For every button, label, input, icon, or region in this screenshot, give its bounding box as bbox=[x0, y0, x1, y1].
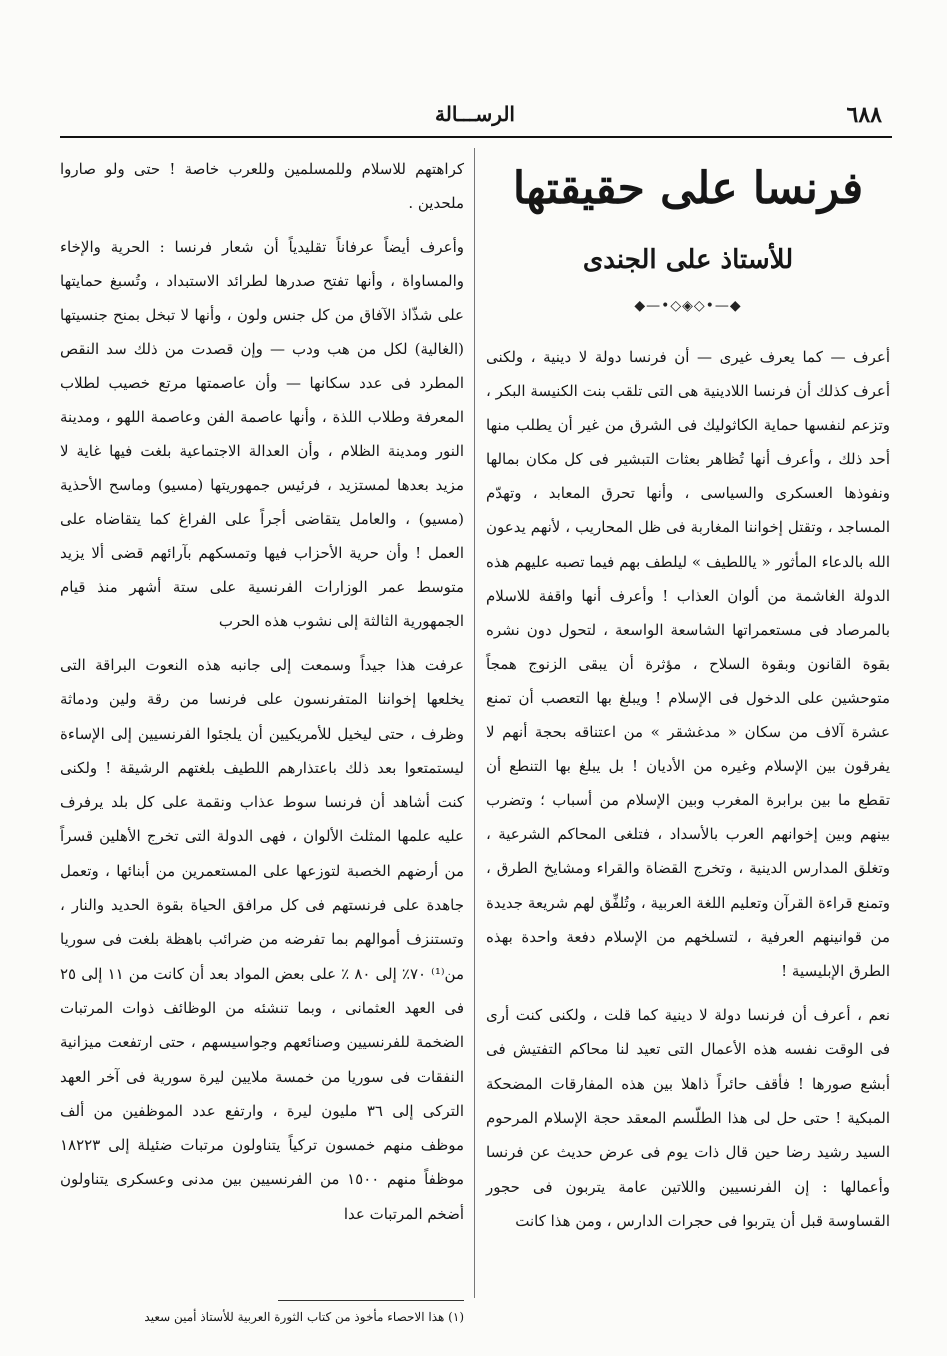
footnote-rule bbox=[278, 1300, 464, 1301]
paragraph: كراهتهم للاسلام وللمسلمين وللعرب خاصة ! حتى ولو صاروا ملحدين . bbox=[60, 160, 464, 212]
header-rule bbox=[60, 136, 892, 138]
paragraph: أعرف — كما يعرف غيرى — أن فرنسا دولة لا دينية ، ولكنى أعرف كذلك أن فرنسا اللادينية هى التى تلقب بنت الكنيسة البكر ، وتزعم لنفسها حماية الكاثوليك فى الشرق من غير أن يطلب منها أحد ذلك ، وأعرف أنها تُظاهر بعثات التبشير فى كل مكان بمالها ونفوذها العسكرى والسياسى ، وأنها تحرق المعابد ، وتهدّم المساجد ، وتقتل إخواننا المغاربة فى ظل المحاريب ، لأنهم يدعون الله بالدعاء المأثور « ياللطيف » ليلطف بهم فيما تصبه عليهم هذه الدولة الغاشمة من ألوان العذاب ! وأعرف أنها واقفة للاسلام بالمرصاد فى مستعمراتها الشاسعة الواسعة ، لتحول دون نشره بقوة القانون وبقوة السلاح ، مؤثرة أن يبقى الزنوج همجاً متوحشين على الدخول فى الإسلام ! ويبلغ بها التعصب أن تمنع عشرة آلاف من سكان « مدغشقر » من اعتناقه بحجة أنهم لا يفرقون بين الإسلام وغيره من الأديان ! بل يبلغ بها التنطع أن تقطع ما بين برابرة المغرب وبين الإسلام من أسباب ؛ وتضرب بينهم وبين إخوانهم العرب بالأسداد ، فتلغى المحاكم الشرعية ، وتغلق المدارس الدينية ، وتخرج القضاة والقراء ومشايخ الطرق ، وتمنع قراءة القرآن وتعليم اللغة العربية ، وتُلفِّق لهم شريعة جديدة من قوانينهم العرفية ، لتسلخهم من الإسلام دفعة واحدة بهذه الطرق الإبليسية ! bbox=[486, 348, 890, 980]
page-number: ٦٨٨ bbox=[846, 102, 882, 128]
paragraph: نعم ، أعرف أن فرنسا دولة لا دينية كما قلت ، ولكنى كنت أرى فى الوقت نفسه هذه الأعمال التى تعيد لنا محاكم التفتيش فى أبشع صورها ! فأقف حائراً ذاهلا بين هذه المفارقات المضحكة المبكية ! حتى حل لى هذا الطلّسم المعقد حجة الإسلام المرحوم السيد رشيد رضا حين قال ذات يوم فى عرض حديث عن فرنسا وأعمالها : إن الفرنسيين واللاتين عامة يتربون فى حجور القساوسة قبل أن يتربوا فى حجرات الدارس ، ومن هذا كانت bbox=[486, 1005, 890, 1231]
article-title: فرنسا على حقيقتها bbox=[512, 163, 864, 214]
article-author: للأستاذ على الجندى bbox=[582, 245, 794, 275]
title-ornament: ◆—•◇◈◇•—◆ bbox=[634, 298, 742, 314]
paragraph: عرفت هذا جيداً وسمعت إلى جانبه هذه النعوت البراقة التى يخلعها إخواننا المتفرنسون على فرنسا من رقة ولين ودماثة وظرف ، حتى ليخيل للأمريكيين أن يلجئوا الفرنسيين إلى الإساءة ليستمتعوا بعد ذلك باعتذارهم اللطيف بلغتهم الرشيقة ! ولكنى كنت أشاهد أن فرنسا سوط عذاب ونقمة على كل بلد يرفرف عليه علمها المثلث الألوان ، فهى الدولة التى تخرج الأهلين قسراً من أرضهم الخصبة لتوزعها على المستعمرين من أبنائها ، وتعمل جاهدة على فرنستهم فى كل مرافق الحياة بقوة الحديد والنار ، وتستنزف أموالهم بما تفرضه من ضرائب باهظة بلغت فى سوريا من⁽¹⁾ ٧٠٪ إلى ٨٠ ٪ على بعض المواد بعد أن كانت من ١١ إلى ٢٥ فى العهد العثمانى ، وبما تنشئه من الوظائف ذوات المرتبات الضخمة للفرنسيين وصنائعهم وجواسيسهم ، حتى ارتفعت ميزانية النفقات فى سوريا من خمسة ملايين ليرة سورية فى آخر العهد التركى إلى ٣٦ مليون ليرة ، وارتفع عدد الموظفين من ألف موظف منهم خمسون تركياً يتناولون مرتبات ضئيلة إلى ١٨٢٢٣ موظفاً منهم ١٥٠٠ من الفرنسيين بين مدنى وعسكرى يتناولون أضخم المرتبات عدا bbox=[60, 656, 464, 1223]
column-separator bbox=[474, 148, 475, 1298]
paragraph: وأعرف أيضاً عرفاناً تقليدياً أن شعار فرنسا : الحرية والإخاء والمساواة ، وأنها تفتح صدرها لطرائد الاستبداد ، وتُسبغ حمايتها على شذّاذ الآفاق من كل جنس ولون ، وأنها لا تبخل بمنح جنسيتها (الغالية) لكل من هب ودب — وإن قصدت من ذلك سد النقص المطرد فى عدد سكانها — وأن عاصمتها مرتع خصيب لطلاب المعرفة وطلاب اللذة ، وأنها عاصمة الفن وعاصمة اللهو ، ومدينة النور ومدينة الظلام ، وأن العدالة الاجتماعية بلغت فيها غاية لا مزيد بعدها لمستزيد ، فرئيس جمهوريتها (مسيو) وماسح الأحذية (مسيو) ، والعامل يتقاضى أجراً على الفراغ كما يتقاضاه على العمل ! وأن حرية الأحزاب فيها وتمسكهم بآرائهم قضى ألا يزيد متوسط عمر الوزارات الفرنسية على ستة أشهر منذ قيام الجمهورية الثالثة إلى نشوب هذه الحرب bbox=[60, 238, 464, 630]
footnote: (١) هذا الاحصاء مأخوذ من كتاب الثورة العربية للأستاذ أمين سعيد bbox=[144, 1310, 464, 1324]
journal-name: الرســـالة bbox=[435, 102, 515, 126]
running-header bbox=[60, 100, 890, 140]
right-column bbox=[486, 150, 890, 1239]
left-column bbox=[60, 152, 464, 1231]
